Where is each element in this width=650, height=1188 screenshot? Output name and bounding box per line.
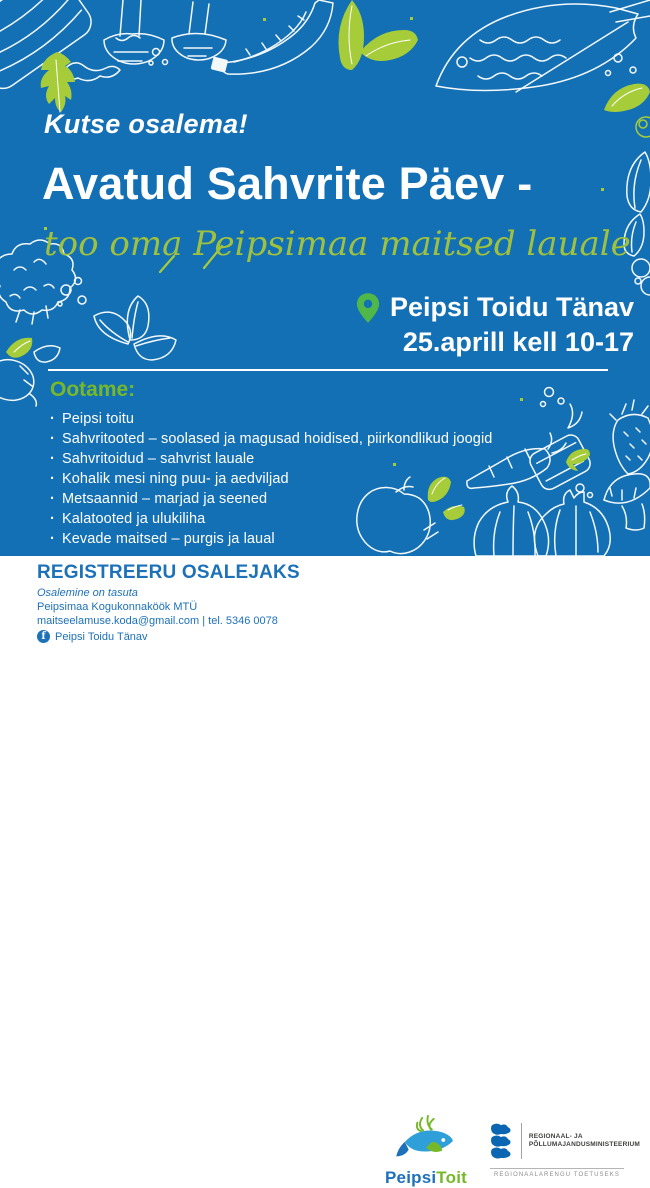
logo-separator [521, 1123, 522, 1159]
banana-icon [211, 0, 333, 74]
contact-line: maitseelamuse.koda@gmail.com | tel. 5346 0078 [37, 615, 278, 627]
list-item: · Kevade maitsed – purgis ja laual [50, 529, 590, 549]
list-item: · Kohalik mesi ning puu- ja aedviljad [50, 469, 590, 489]
peipsitoit-logo [368, 1115, 484, 1188]
facebook-page-name: Peipsi Toidu Tänav [55, 630, 148, 643]
ministry-ribbon-text: REGIONAALARENGU TOETUSEKS [494, 1172, 620, 1178]
tagline-script-text: too oma Peipsimaa maitsed lauale [44, 224, 631, 264]
list-item: · Peipsi toitu [50, 409, 590, 429]
register-heading: REGISTREERU OSALEJAKS [37, 562, 300, 583]
leaf-icon [360, 30, 418, 61]
mushroom-icon [104, 0, 164, 64]
list-item: · Sahvritoidud – sahvrist lauale [50, 449, 590, 469]
ministry-logo [490, 1123, 640, 1178]
divider-line [48, 369, 608, 371]
facebook-icon: f [37, 630, 50, 643]
free-participation-note: Osalemine on tasuta [37, 587, 138, 599]
venue-name: Peipsi Toidu Tänav [389, 292, 634, 322]
peas-icon [632, 259, 650, 295]
expectations-list [50, 409, 590, 549]
ministry-name: REGIONAAL- JA PÕLLUMAJANDUSMINISTEERIUM [528, 1133, 640, 1148]
page-title: Avatud Sahvrite Päev - [42, 158, 533, 209]
footer [0, 556, 650, 1187]
basil-leaves-icon [94, 296, 176, 360]
estonian-coat-of-arms-icon [490, 1123, 514, 1159]
organizer-name: Peipsimaa Kogukonnaköök MTÜ [37, 601, 198, 613]
fish-icon [436, 0, 650, 92]
event-datetime: 25.aprill kell 10-17 [402, 327, 634, 357]
facebook-row [37, 630, 300, 643]
mushroom-icon [172, 2, 226, 60]
strawberry-icon [610, 400, 650, 474]
invite-text: Kutse osalema! [44, 109, 248, 139]
expectations-section [50, 378, 590, 549]
ministry-divider [490, 1168, 624, 1169]
peipsitoit-fish-icon [390, 1115, 462, 1165]
expectations-heading: Ootame: [50, 378, 136, 401]
leaf-icon [604, 84, 650, 112]
mushroom-icon [604, 474, 650, 530]
registration-block [37, 562, 300, 643]
map-pin-icon [356, 293, 380, 323]
list-item: · Kalatooted ja ulukiliha [50, 509, 590, 529]
list-item: · Metsaannid – marjad ja seened [50, 489, 590, 509]
peipsitoit-wordmark: PeipsiToit [385, 1168, 467, 1187]
location-block [356, 290, 634, 360]
list-item: · Sahvritooted – soolased ja magusad hoidised, piirkondlikud joogid [50, 429, 590, 449]
